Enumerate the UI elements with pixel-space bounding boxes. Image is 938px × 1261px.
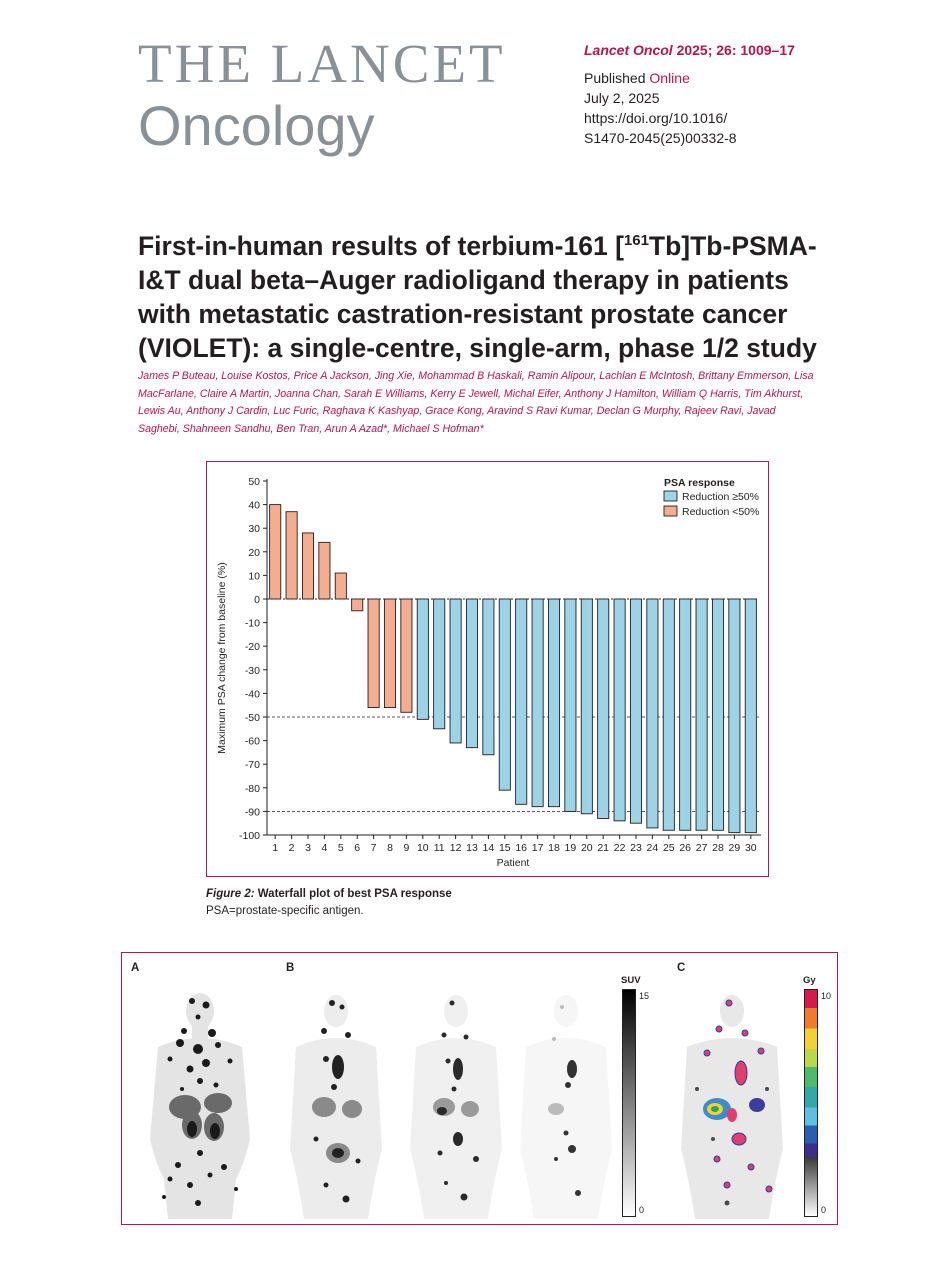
figure-2-caption [206, 886, 452, 920]
waterfall-bar [729, 599, 740, 833]
waterfall-bar [417, 599, 428, 719]
waterfall-bar [499, 599, 510, 790]
panel-a-label: A [131, 962, 140, 974]
x-tick-label: 18 [548, 842, 560, 854]
x-tick-label: 27 [695, 842, 708, 854]
waterfall-bar [745, 599, 756, 833]
y-tick-label: -40 [244, 688, 260, 701]
x-tick-label: 12 [449, 842, 462, 854]
waterfall-chart [207, 462, 770, 878]
y-tick-label: -50 [244, 712, 260, 724]
y-tick-label: -70 [244, 759, 260, 772]
waterfall-bar [581, 599, 592, 814]
y-tick-label: 40 [248, 499, 260, 512]
x-tick-label: 22 [613, 842, 626, 854]
waterfall-bar [663, 599, 674, 830]
x-tick-label: 2 [288, 842, 295, 854]
waterfall-bar [614, 599, 625, 821]
y-tick-label: -100 [238, 830, 260, 842]
x-tick-label: 16 [515, 842, 528, 854]
legend-swatch [664, 491, 677, 501]
citation-journal: Lancet Oncol [584, 42, 673, 58]
legend-title: PSA response [664, 477, 735, 489]
psma-pet-image [140, 989, 260, 1219]
x-tick-label: 29 [728, 842, 741, 854]
gy-scale-max: 10 [821, 991, 832, 1001]
x-tick-label: 30 [744, 842, 757, 854]
x-tick-label: 20 [580, 842, 593, 854]
x-tick-label: 4 [321, 842, 328, 854]
waterfall-bar [450, 599, 461, 743]
legend-label: Reduction ≥50% [682, 491, 759, 503]
x-tick-label: 28 [712, 842, 724, 854]
y-tick-label: 30 [248, 523, 260, 536]
x-tick-label: 9 [403, 842, 410, 854]
y-axis-label: Maximum PSA change from baseline (%) [216, 562, 228, 754]
suv-scale-label: SUV [621, 975, 641, 986]
waterfall-bar [302, 533, 313, 599]
figure-2-frame [206, 461, 769, 877]
publication-info [584, 68, 737, 148]
y-tick-label: 10 [248, 570, 260, 583]
x-tick-label: 10 [416, 842, 429, 854]
waterfall-bar [483, 599, 494, 755]
x-tick-label: 26 [679, 842, 692, 854]
waterfall-bar [368, 599, 379, 708]
y-tick-label: -20 [244, 641, 260, 654]
waterfall-bar [434, 599, 445, 729]
citation [584, 40, 795, 60]
title-part-1: First-in-human results of terbium-161 [ [138, 230, 624, 261]
waterfall-bar [680, 599, 691, 830]
panel-c-label: C [677, 962, 686, 974]
published-online: Online [649, 70, 690, 86]
waterfall-bar [548, 599, 559, 807]
legend-swatch [664, 506, 677, 516]
waterfall-bar [532, 599, 543, 807]
x-tick-label: 13 [466, 842, 478, 854]
waterfall-bar [401, 599, 412, 712]
x-tick-label: 14 [482, 842, 495, 854]
waterfall-bar [712, 599, 723, 830]
x-tick-label: 6 [354, 842, 361, 854]
dosimetry-image [677, 989, 792, 1219]
x-tick-label: 7 [370, 842, 377, 854]
doi-line-2[interactable]: S1470-2045(25)00332-8 [584, 130, 737, 146]
legend-label: Reduction <50% [682, 506, 760, 518]
y-tick-label: 50 [248, 476, 260, 488]
waterfall-bar [335, 573, 346, 599]
waterfall-bar [565, 599, 576, 811]
waterfall-bar [696, 599, 707, 830]
x-tick-label: 8 [387, 842, 393, 854]
author-list: James P Buteau, Louise Kostos, Price A Jackson, Jing Xie, Mohammad B Haskali, Ramin Alipour, Lachlan E McIntosh, Brittany Emmerson, Lisa MacFarlane, Claire A Martin, Joanna Chan, Sarah E Williams, Kerry E Jewell, Michal Eifer, Anthony J Hamilton, William Q Harris, Tim Akhurst, Lewis Au, Anthony J Cardin, Luc Furic, Raghava K Kashyap, Grace Kong, Aravind S Ravi Kumar, Declan G Murphy, Rajeev Ravi, Javad Saghebi, Shahneen Sandhu, Ben Tran, Arun A Azad*, Michael S Hofman* [138, 370, 814, 435]
article-title [138, 224, 838, 365]
x-axis-label: Patient [496, 857, 530, 869]
waterfall-bar [647, 599, 658, 828]
caption-label: Figure 2: [206, 888, 255, 900]
x-tick-label: 15 [498, 842, 511, 854]
waterfall-bar [319, 542, 330, 599]
suv-scale-min: 0 [639, 1205, 645, 1215]
waterfall-bar [598, 599, 609, 818]
journal-name: THE LANCET [138, 33, 506, 94]
gy-scale-label: Gy [803, 975, 816, 986]
x-tick-label: 11 [433, 842, 445, 854]
x-tick-label: 24 [646, 842, 659, 854]
caption-note: PSA=prostate-specific antigen. [206, 905, 364, 917]
title-superscript: 161 [623, 232, 649, 249]
doi-line-1[interactable]: https://doi.org/10.1016/ [584, 110, 728, 126]
x-tick-label: 17 [531, 842, 544, 854]
caption-title: Waterfall plot of best PSA response [254, 888, 452, 900]
panel-b-label: B [286, 962, 295, 974]
gy-colorbar [804, 989, 818, 1217]
waterfall-bar [352, 599, 363, 611]
y-tick-label: -30 [244, 664, 260, 677]
waterfall-bar [286, 512, 297, 599]
y-tick-label: -80 [244, 782, 260, 795]
y-tick-label: 20 [248, 546, 260, 559]
figure-3-frame [121, 952, 838, 1225]
x-tick-label: 3 [305, 842, 311, 854]
x-tick-label: 25 [662, 842, 675, 854]
waterfall-bar [384, 599, 395, 708]
published-prefix: Published [584, 70, 650, 86]
x-tick-label: 5 [337, 842, 344, 854]
spect-image-series [286, 989, 616, 1219]
publication-date: July 2, 2025 [584, 90, 660, 106]
x-tick-label: 19 [564, 842, 577, 854]
suv-scale-max: 15 [639, 991, 650, 1001]
x-tick-label: 23 [630, 842, 642, 854]
waterfall-bar [630, 599, 641, 823]
journal-subname: Oncology [138, 94, 375, 157]
citation-volume: 2025; 26: 1009–17 [672, 42, 795, 58]
y-tick-label: 0 [254, 594, 260, 606]
waterfall-bar [516, 599, 527, 804]
y-tick-label: -10 [244, 617, 260, 630]
y-tick-label: -90 [244, 806, 260, 819]
suv-colorbar [622, 989, 636, 1217]
title-part-2: Tb]Tb-PSMA-I&T dual beta–Auger radioligand therapy in patients with metastatic castration-resistant prostate cancer (VIOLET): a single-centre, single-arm, phase 1/2 study [138, 230, 817, 363]
gy-scale-min: 0 [821, 1205, 827, 1215]
x-tick-label: 1 [272, 842, 279, 854]
x-tick-label: 21 [597, 842, 610, 854]
waterfall-bar [466, 599, 477, 748]
waterfall-bar [270, 505, 281, 599]
y-tick-label: -60 [244, 735, 260, 748]
